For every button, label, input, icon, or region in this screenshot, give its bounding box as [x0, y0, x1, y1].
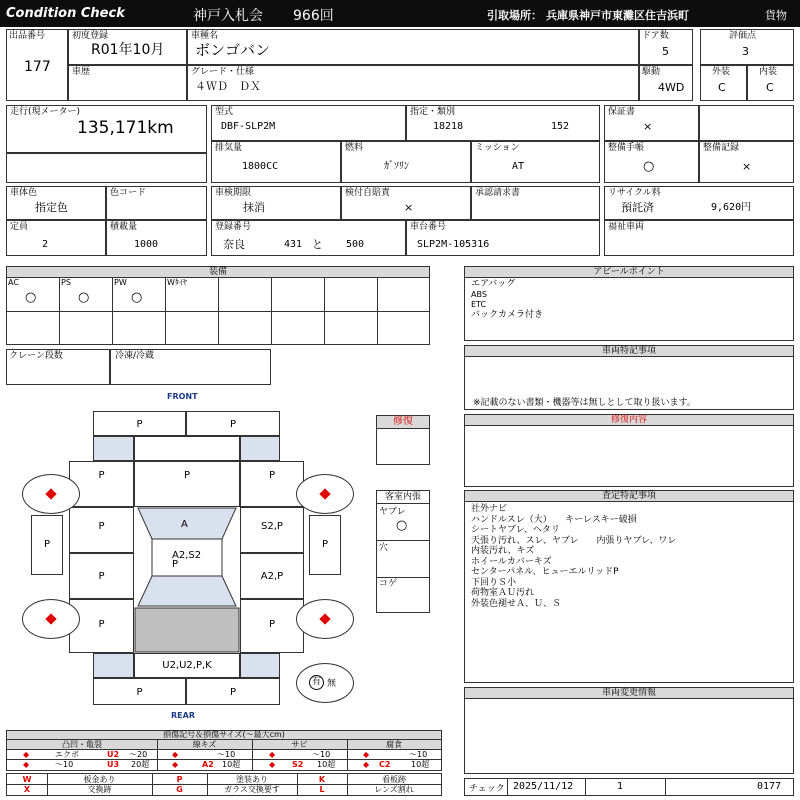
assessment-line: 天張り汚れ、スレ、ヤブレ 内張りヤブレ、ワレ	[471, 535, 677, 546]
plate-label: 登録番号	[215, 222, 252, 232]
freezer-cell	[110, 349, 271, 385]
appeal-line: ABS	[471, 290, 487, 299]
inspection-cell	[211, 186, 341, 220]
score-cell	[700, 29, 794, 65]
windshield-damage: A	[181, 519, 188, 530]
special-note: ※記載のない書類・機器等は無しとして取り扱います。	[473, 398, 696, 408]
designation-label: 指定・類別	[410, 107, 456, 117]
legend-diamond: ◆	[172, 750, 179, 759]
rear-fender-right: P	[240, 599, 304, 653]
displacement-label: 排気量	[215, 143, 243, 153]
rear-door-right: A2,P	[240, 553, 304, 599]
code-x-desc: 交換跡	[87, 785, 112, 794]
chassis: SLP2M-105316	[417, 239, 490, 250]
taillight-right	[240, 653, 280, 678]
legend-rust-s2: S2	[292, 760, 304, 769]
assessment-box	[464, 501, 794, 683]
score-label: 評価点	[729, 31, 757, 41]
spare-tire-no: 無	[327, 679, 337, 689]
recycle-cell	[604, 186, 794, 220]
rear-window	[138, 576, 236, 606]
displacement-cell	[211, 141, 341, 183]
front-door-left: P	[69, 507, 134, 553]
legend-group-corrosion: 腐食	[386, 740, 402, 749]
vehicle-name: ボンゴバン	[195, 41, 271, 59]
assessment-line: 外装色褪せＡ、Ｕ、Ｓ	[471, 598, 562, 609]
brand-title: Condition Check	[6, 6, 125, 21]
fuel-label: 燃料	[345, 143, 364, 153]
model: DBF-SLP2M	[221, 121, 276, 132]
tire-rear-right	[296, 599, 354, 639]
check-bar	[464, 778, 794, 796]
headlight-left	[93, 436, 134, 461]
equipment-grid	[6, 277, 430, 345]
freezer-label: 冷凍/冷蔵	[115, 351, 155, 361]
mileage-label: 走行(現メーター)	[10, 107, 81, 117]
legend-rust-10: ～10	[312, 750, 331, 759]
capacity-label: 定員	[10, 222, 29, 232]
appeal-title: アピールポイント	[464, 266, 794, 278]
drive: 4WD	[658, 81, 685, 94]
interior-label: 内装	[759, 67, 778, 77]
approval-label: 承認請求書	[475, 188, 521, 198]
rear-bumper-left: P	[93, 678, 186, 705]
legend-dent-e: エクボ	[55, 750, 79, 759]
history-cell	[68, 65, 187, 101]
displacement: 1800CC	[242, 161, 279, 172]
back-door: U2,U2,P,K	[134, 653, 240, 678]
liability-cell	[341, 186, 471, 220]
plate-cell	[211, 220, 406, 256]
chassis-cell	[406, 220, 600, 256]
inspection-label: 車検期限	[215, 188, 252, 198]
legend-diamond: ◆	[23, 760, 30, 769]
tire-front-left	[22, 474, 80, 514]
rear-fender-left: P	[69, 599, 134, 653]
interior: C	[766, 81, 774, 94]
legend-codes	[6, 773, 442, 796]
change-title: 車両変更情報	[464, 687, 794, 699]
first-reg: R01年10月	[91, 42, 165, 58]
fuel-cell	[341, 141, 471, 183]
special-box	[464, 356, 794, 410]
left-step: P	[31, 515, 63, 575]
cabin-yabure: ヤブレ	[379, 507, 406, 517]
cabin-yabure-mark: ○	[396, 518, 408, 533]
assessment-line: シートヤブレ、ヘタリ	[471, 525, 560, 535]
exterior: C	[718, 81, 726, 94]
mission: AT	[512, 161, 525, 172]
spare-tire	[296, 663, 354, 703]
ps-value: ○	[78, 290, 90, 305]
tire-front-right	[296, 474, 354, 514]
code-p-desc: 塗装あり	[236, 775, 268, 784]
hood: P	[134, 461, 240, 507]
appeal-line: ETC	[471, 300, 487, 309]
approval-cell	[471, 186, 600, 220]
crane-label: クレーン段数	[9, 351, 63, 361]
legend-scratch-10: ～10	[217, 750, 236, 759]
tire-rear-left	[22, 599, 80, 639]
code-k: K	[318, 775, 326, 784]
code-w-desc: 板金あり	[83, 775, 116, 784]
maint-cell	[699, 141, 794, 183]
crane-cell	[6, 349, 110, 385]
cabin-koge: コゲ	[379, 579, 398, 589]
doors-cell	[639, 29, 693, 65]
headlight-right	[240, 436, 280, 461]
maint: ×	[742, 160, 752, 173]
mileage: 135,171km	[77, 118, 174, 138]
capacity: 2	[42, 239, 49, 250]
code-w: W	[22, 775, 32, 784]
plate-area: 奈良	[223, 238, 245, 251]
code-p: P	[176, 775, 183, 784]
lot-no-cell	[6, 29, 68, 101]
model-cell	[211, 105, 406, 141]
legend-dent-20over: 20超	[131, 760, 150, 769]
legend-dent-20: ～20	[129, 750, 148, 759]
legend-diamond: ◆	[23, 750, 30, 759]
cabin-title: 客室内張	[376, 490, 430, 504]
drive-cell	[639, 65, 693, 101]
code-x: X	[23, 785, 31, 794]
doors: 5	[662, 45, 669, 58]
legend-grid	[6, 739, 442, 771]
legend-diamond: ◆	[269, 750, 276, 759]
check-date: 2025/11/12	[513, 781, 574, 792]
right-step: P	[309, 515, 341, 575]
load-label: 積載量	[110, 222, 138, 232]
assessment-line: 社外ナビ	[471, 504, 508, 514]
pw-label: PW	[114, 278, 127, 287]
ac-label: AC	[8, 278, 19, 287]
manual-label: 整備手帳	[608, 143, 645, 153]
legend-diamond: ◆	[363, 750, 370, 759]
assessment-line: 荷物室ＡＵ汚れ	[471, 588, 535, 598]
check-seq: 1	[617, 781, 624, 792]
cabin-ana: 穴	[379, 543, 389, 553]
maint-label: 整備記録	[703, 143, 740, 153]
first-reg-cell	[68, 29, 187, 65]
color-cell	[6, 186, 106, 220]
doors-label: ドア数	[642, 31, 669, 41]
front-bumper-right: P	[186, 411, 280, 436]
warranty-label: 保証書	[608, 107, 636, 117]
legend-dent-u2: U2	[107, 750, 120, 759]
code-l-desc: レンズ割れ	[374, 785, 414, 794]
legend-corrosion-10over: 10超	[411, 760, 430, 769]
load: 1000	[134, 239, 159, 250]
color: 指定色	[35, 201, 68, 214]
legend-scratch-10over: 10超	[222, 760, 241, 769]
designation-cell	[406, 105, 600, 141]
pickup-place: 兵庫県神戸市東灘区住吉浜町	[546, 9, 689, 22]
first-reg-label: 初度登録	[72, 31, 109, 41]
legend-diamond: ◆	[172, 760, 179, 769]
interior-cell	[747, 65, 794, 101]
exterior-label: 外装	[712, 67, 731, 77]
recycle-status: 預託済	[621, 201, 654, 214]
grade: ４ＷＤ ＤＸ	[195, 80, 261, 93]
recycle-fee: 9,620円	[711, 202, 752, 213]
lot-no: 177	[24, 59, 51, 75]
rear-label: REAR	[171, 711, 195, 720]
load-cell	[106, 220, 207, 256]
mission-label: ミッション	[475, 143, 520, 153]
name-label: 車種名	[191, 31, 219, 41]
pw-value: ○	[131, 290, 143, 305]
roof-p: P	[172, 559, 179, 570]
check-label: チェック	[469, 784, 505, 794]
vehicle-category: 貨物	[765, 9, 787, 22]
recycle-label: リサイクル料	[608, 188, 661, 198]
repair-box	[464, 425, 794, 487]
model-label: 型式	[215, 107, 234, 117]
grade-cell	[187, 65, 639, 101]
grade-label: グレード・仕様	[191, 67, 255, 77]
cabin-box	[376, 490, 430, 613]
code-l: L	[319, 785, 325, 794]
lot-no-label: 出品番号	[9, 31, 46, 41]
front-label: FRONT	[167, 392, 198, 401]
appeal-box	[464, 277, 794, 341]
manual-cell	[604, 141, 699, 183]
plate-class: 431	[284, 239, 303, 250]
code-g-desc: ガラス交換要す	[224, 785, 280, 794]
mileage-extra-cell	[6, 153, 207, 183]
warranty-extra-cell	[699, 105, 794, 141]
front-fender-left: P	[69, 461, 134, 507]
legend-corrosion-10: ～10	[409, 750, 428, 759]
code-k-desc: 看板跡	[382, 775, 406, 784]
welfare-label: 福祉車両	[608, 222, 645, 232]
appeal-line: バックカメラ付き	[471, 310, 544, 320]
front-fender-right: P	[240, 461, 304, 507]
rear-bumper-right: P	[186, 678, 280, 705]
assessment-line: ハンドルスレ（大） キーレスキー破損	[471, 514, 637, 525]
change-box	[464, 698, 794, 774]
assessment-line: 下回りＳ小	[471, 577, 517, 588]
auction-count: 966回	[293, 8, 334, 24]
designation: 18218	[433, 121, 464, 132]
score: 3	[742, 45, 749, 58]
legend-dent-u3: U3	[107, 760, 120, 769]
rear-door-left: P	[69, 553, 134, 599]
front-panel	[134, 436, 240, 461]
legend-tilde10: ～10	[55, 760, 74, 769]
roof-damage: A2,S2	[172, 550, 202, 561]
manual: ○	[643, 159, 655, 174]
assessment-line: ホイールカバーキズ	[471, 556, 552, 567]
ac-value: ○	[25, 290, 37, 305]
pickup-label: 引取場所：	[487, 9, 542, 22]
repair-title: 修復内容	[464, 414, 794, 426]
appeal-line: エアバッグ	[471, 279, 516, 289]
exterior-cell	[700, 65, 747, 101]
legend-group-scratch: 線キズ	[192, 740, 217, 749]
welfare-cell	[604, 220, 794, 256]
assessment-line: センターパネル、ヒューエルリッドP	[471, 567, 619, 577]
legend-rust-10over: 10超	[317, 760, 336, 769]
legend-diamond: ◆	[269, 760, 276, 769]
color-label: 車体色	[10, 188, 38, 198]
liability-label: 検付自賠責	[345, 188, 391, 198]
category-no: 152	[551, 121, 570, 132]
ps-label: PS	[61, 278, 71, 287]
code-g: G	[176, 785, 183, 794]
front-bumper-left: P	[93, 411, 186, 436]
legend-title: 損傷記号＆損傷サイズ(～最大cm)	[6, 730, 442, 740]
auction-name: 神戸入札会	[193, 8, 263, 24]
history-label: 車歴	[72, 67, 91, 77]
repair-mini	[376, 415, 430, 465]
mission-cell	[471, 141, 600, 183]
capacity-cell	[6, 220, 106, 256]
color-code-label: 色コード	[110, 188, 147, 198]
wtire-label: Wﾀｲﾔ	[167, 278, 187, 287]
check-code: 0177	[757, 781, 782, 792]
warranty: ×	[643, 120, 653, 133]
warranty-cell	[604, 105, 699, 141]
rear-roof	[135, 608, 239, 652]
liability: ×	[404, 201, 414, 214]
color-code-cell	[106, 186, 207, 220]
inspection: 抹消	[243, 201, 265, 214]
drive-label: 駆動	[642, 67, 661, 77]
mileage-cell	[6, 105, 207, 153]
name-cell	[187, 29, 639, 65]
assessment-line: 内装汚れ、キズ	[471, 546, 535, 556]
legend-group-rust: サビ	[291, 740, 308, 749]
legend-group-dent: 凸凹・亀裂	[62, 740, 102, 749]
fuel: ｶﾞｿﾘﾝ	[384, 161, 409, 172]
plate-num: 500	[346, 239, 365, 250]
front-door-right: S2,P	[240, 507, 304, 553]
plate-kana: と	[312, 238, 323, 251]
taillight-left	[93, 653, 134, 678]
legend-diamond: ◆	[363, 760, 370, 769]
spare-tire-yes: 有	[309, 675, 324, 690]
special-title: 車両特記事項	[464, 345, 794, 357]
equipment-title: 装備	[6, 266, 430, 278]
header-bar	[0, 0, 800, 27]
repair-label: 修復	[376, 415, 430, 429]
legend-corrosion-c2: C2	[379, 760, 391, 769]
legend-scratch-a2: A2	[202, 760, 214, 769]
assessment-title: 査定特記事項	[464, 490, 794, 502]
chassis-label: 車台番号	[410, 222, 447, 232]
